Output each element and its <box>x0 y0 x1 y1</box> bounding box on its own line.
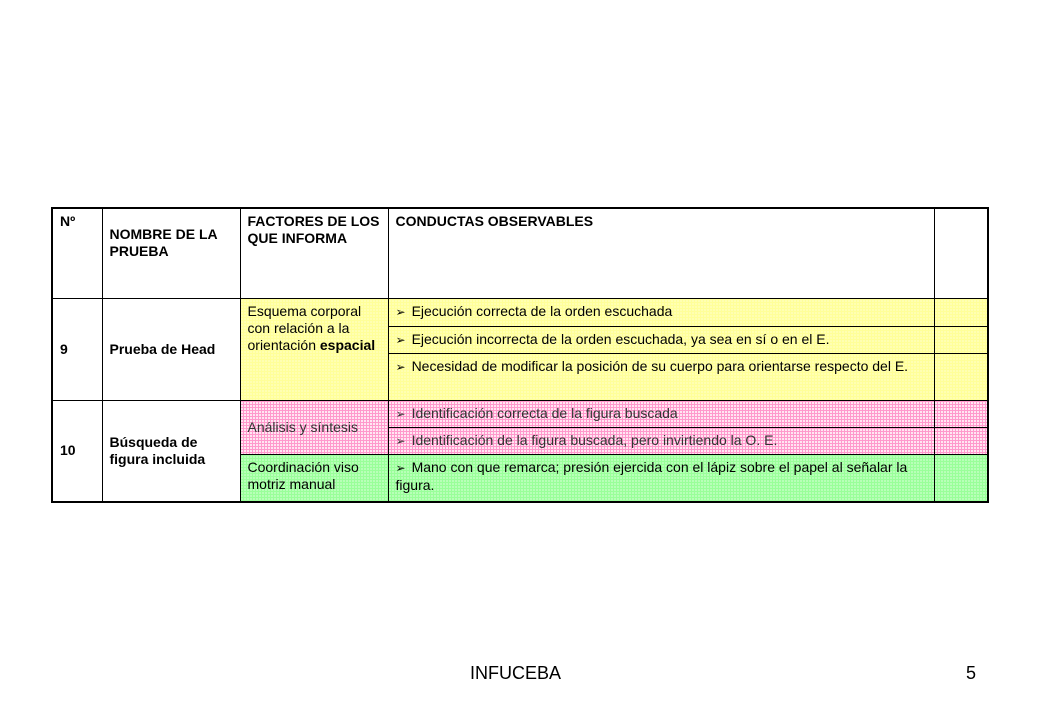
behavior-cell <box>388 401 934 428</box>
check-cell <box>934 455 988 502</box>
factor-cell: Análisis y síntesis <box>240 401 388 455</box>
behavior-cell <box>388 354 934 401</box>
arrow-bullet-icon: ➢ <box>395 461 406 475</box>
header-number: Nº <box>52 208 102 299</box>
factor-cell: Coordinación viso motriz manual <box>240 455 388 502</box>
assessment-table <box>51 207 989 503</box>
test-name: Búsqueda de figura incluida <box>102 401 240 502</box>
table-row <box>52 299 988 327</box>
behavior-text: Identificación correcta de la figura buscada <box>411 405 678 421</box>
behavior-text: Ejecución correcta de la orden escuchada <box>411 303 673 319</box>
header-empty <box>934 208 988 299</box>
check-cell <box>934 428 988 455</box>
behavior-cell <box>388 428 934 455</box>
behavior-text: Mano con que remarca; presión ejercida con el lápiz sobre el papel al señalar la figura. <box>395 459 908 493</box>
arrow-bullet-icon: ➢ <box>395 407 406 421</box>
behavior-cell <box>388 299 934 327</box>
check-cell <box>934 401 988 428</box>
check-cell <box>934 299 988 327</box>
test-name: Prueba de Head <box>102 299 240 401</box>
factor-text: Esquema corporal con relación a la orientación <box>247 303 362 353</box>
row-number: 10 <box>52 401 102 502</box>
header-behaviors: CONDUCTAS OBSERVABLES <box>388 208 934 299</box>
arrow-bullet-icon: ➢ <box>395 305 406 319</box>
header-row <box>52 208 988 299</box>
check-cell <box>934 327 988 354</box>
factor-bold-text: espacial <box>319 337 376 353</box>
behavior-cell <box>388 327 934 354</box>
row-number: 9 <box>52 299 102 401</box>
check-cell <box>934 354 988 401</box>
behavior-text: Ejecución incorrecta de la orden escuchada, ya sea en sí o en el E. <box>411 331 830 347</box>
header-test-name: NOMBRE DE LA PRUEBA <box>102 208 240 299</box>
arrow-bullet-icon: ➢ <box>395 360 406 374</box>
header-factors: FACTORES DE LOS QUE INFORMA <box>240 208 388 299</box>
factor-cell <box>240 299 388 401</box>
footer-organization: INFUCEBA <box>470 663 562 683</box>
behavior-text: Identificación de la figura buscada, pero invirtiendo la O. E. <box>411 432 778 448</box>
arrow-bullet-icon: ➢ <box>395 434 406 448</box>
table-row <box>52 401 988 428</box>
behavior-text: Necesidad de modificar la posición de su cuerpo para orientarse respecto del E. <box>411 358 909 374</box>
page-number: 5 <box>966 663 977 683</box>
arrow-bullet-icon: ➢ <box>395 333 406 347</box>
behavior-cell <box>388 455 934 502</box>
